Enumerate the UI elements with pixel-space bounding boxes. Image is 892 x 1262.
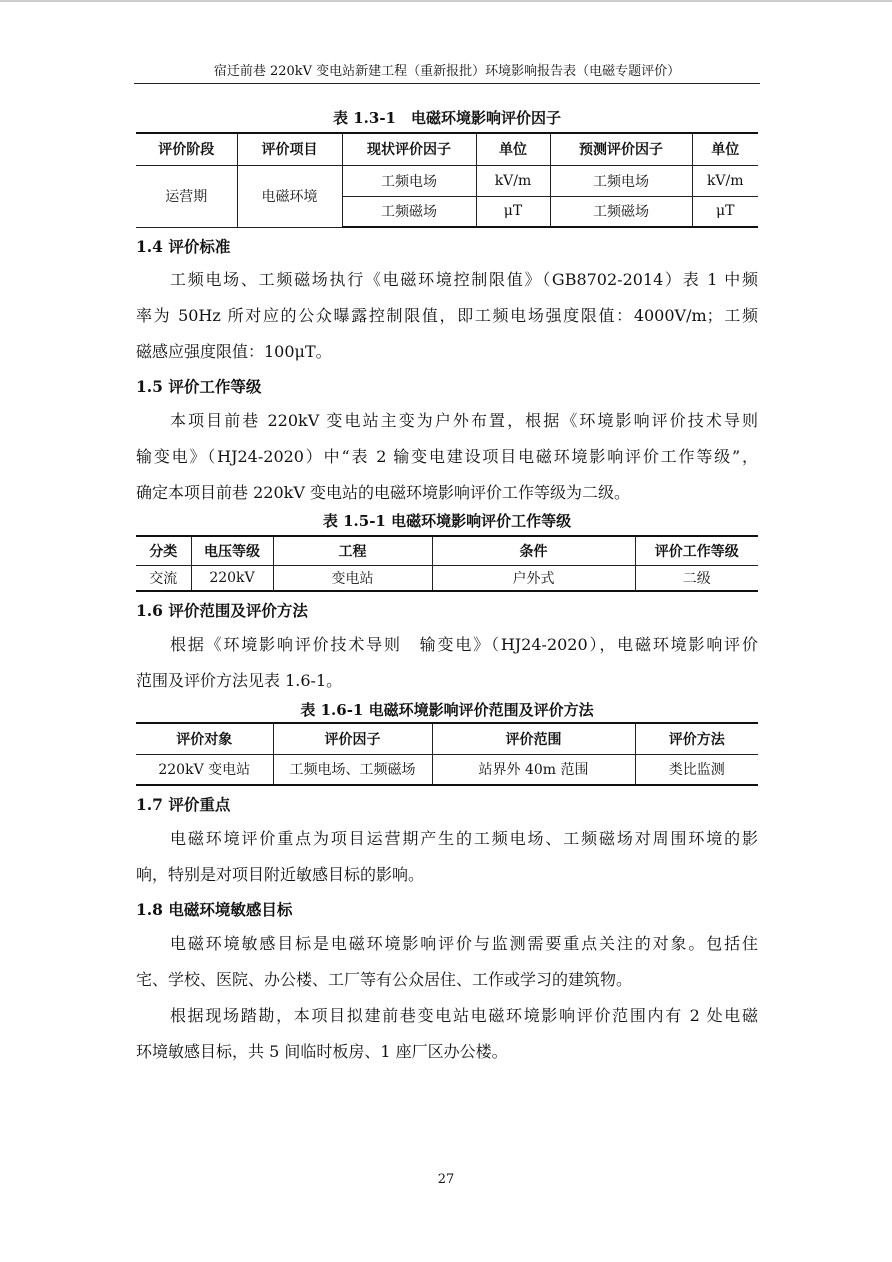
- running-header: 宿迁前巷 220kV 变电站新建工程（重新报批）环境影响报告表（电磁专题评价）: [213, 64, 681, 79]
- text-line: 范围及评价方法见表 1.6-1。: [136, 671, 343, 690]
- paragraph-work-level: [136, 403, 758, 511]
- top-border: [0, 0, 892, 2]
- table-row: [136, 565, 758, 591]
- text-line: 响，特别是对项目附近敏感目标的影响。: [136, 865, 425, 884]
- table-cell: 站界外 40m 范围: [432, 754, 635, 785]
- paragraph-scope-method: [136, 627, 758, 699]
- table-cell: 工频磁场: [342, 196, 476, 227]
- header-cell: 单位: [476, 133, 550, 165]
- text-line: 确定本项目前巷 220kV 变电站的电磁环境影响评价工作等级为二级。: [136, 483, 630, 502]
- header-cell: 工程: [273, 536, 432, 565]
- table-cell: kV/m: [476, 165, 550, 196]
- table-caption-1-6-1: 表 1.6-1 电磁环境影响评价范围及评价方法: [300, 701, 594, 719]
- text-line: 工频电场、工频磁场执行《电磁环境控制限值》（GB8702-2014）表 1 中频: [170, 270, 758, 289]
- section-heading-1-8: 1.8 电磁环境敏感目标: [136, 900, 293, 919]
- header-cell: 评价对象: [136, 723, 273, 754]
- table-cell: 220kV: [191, 565, 273, 591]
- table-cell: μT: [692, 196, 758, 227]
- paragraph-standards: [136, 262, 758, 370]
- text-line: 电磁环境评价重点为项目运营期产生的工频电场、工频磁场对周围环境的影: [170, 829, 758, 848]
- text-line: 率为 50Hz 所对应的公众曝露控制限值，即工频电场强度限值：4000V/m；工频: [136, 306, 758, 325]
- section-heading-1-5: 1.5 评价工作等级: [136, 377, 262, 396]
- text-line: 环境敏感目标，共 5 间临时板房、1 座厂区办公楼。: [136, 1042, 508, 1061]
- header-cell: 评价因子: [273, 723, 432, 754]
- section-heading-1-6: 1.6 评价范围及评价方法: [136, 601, 308, 620]
- header-rule: [134, 83, 760, 84]
- table-evaluation-factors: [136, 132, 758, 228]
- text-line: 宅、学校、医院、办公楼、工厂等有公众居住、工作或学习的建筑物。: [136, 970, 633, 989]
- header-cell: 单位: [692, 133, 758, 165]
- table-cell: 220kV 变电站: [136, 754, 273, 785]
- header-cell: 预测评价因子: [550, 133, 692, 165]
- text-line: 磁感应强度限值：100μT。: [136, 342, 332, 361]
- table-row: [136, 165, 758, 196]
- table-cell: 变电站: [273, 565, 432, 591]
- header-cell: 评价工作等级: [635, 536, 758, 565]
- paragraph-sensitive-targets: [136, 926, 758, 1070]
- table-cell: 工频电场、工频磁场: [273, 754, 432, 785]
- table-caption-1-3-1: 表 1.3-1 电磁环境影响评价因子: [333, 109, 561, 127]
- header-cell: 评价方法: [635, 723, 758, 754]
- section-heading-1-4: 1.4 评价标准: [136, 237, 231, 256]
- project-cell: 电磁环境: [237, 165, 342, 227]
- page-number: 27: [437, 1172, 455, 1187]
- header-cell: 评价项目: [237, 133, 342, 165]
- table-scope-method: [136, 722, 758, 786]
- text-line: 电磁环境敏感目标是电磁环境影响评价与监测需要重点关注的对象。包括住: [170, 934, 758, 953]
- header-cell: 评价阶段: [136, 133, 237, 165]
- header-cell: 评价范围: [432, 723, 635, 754]
- table-work-level: [136, 535, 758, 592]
- table-header-row: [136, 133, 758, 165]
- table-cell: kV/m: [692, 165, 758, 196]
- table-caption-1-5-1: 表 1.5-1 电磁环境影响评价工作等级: [322, 512, 572, 530]
- text-line: 本项目前巷 220kV 变电站主变为户外布置，根据《环境影响评价技术导则: [170, 411, 758, 430]
- table-cell: 交流: [136, 565, 191, 591]
- table-cell: μT: [476, 196, 550, 227]
- table-cell: 工频电场: [342, 165, 476, 196]
- table-cell: 工频磁场: [550, 196, 692, 227]
- header-cell: 电压等级: [191, 536, 273, 565]
- header-cell: 分类: [136, 536, 191, 565]
- header-cell: 条件: [432, 536, 635, 565]
- table-cell: 类比监测: [635, 754, 758, 785]
- section-heading-1-7: 1.7 评价重点: [136, 795, 231, 814]
- text-line: 根据《环境影响评价技术导则 输变电》（HJ24-2020），电磁环境影响评价: [170, 635, 758, 654]
- text-line: 输变电》（HJ24-2020）中“表 2 输变电建设项目电磁环境影响评价工作等级”，: [136, 447, 758, 466]
- table-row: [136, 754, 758, 785]
- paragraph-focus: [136, 821, 758, 893]
- table-cell: 二级: [635, 565, 758, 591]
- table-header-row: [136, 723, 758, 754]
- table-cell: 工频电场: [550, 165, 692, 196]
- table-header-row: [136, 536, 758, 565]
- text-line: 根据现场踏勘，本项目拟建前巷变电站电磁环境影响评价范围内有 2 处电磁: [170, 1006, 758, 1025]
- header-cell: 现状评价因子: [342, 133, 476, 165]
- stage-cell: 运营期: [136, 165, 237, 227]
- table-cell: 户外式: [432, 565, 635, 591]
